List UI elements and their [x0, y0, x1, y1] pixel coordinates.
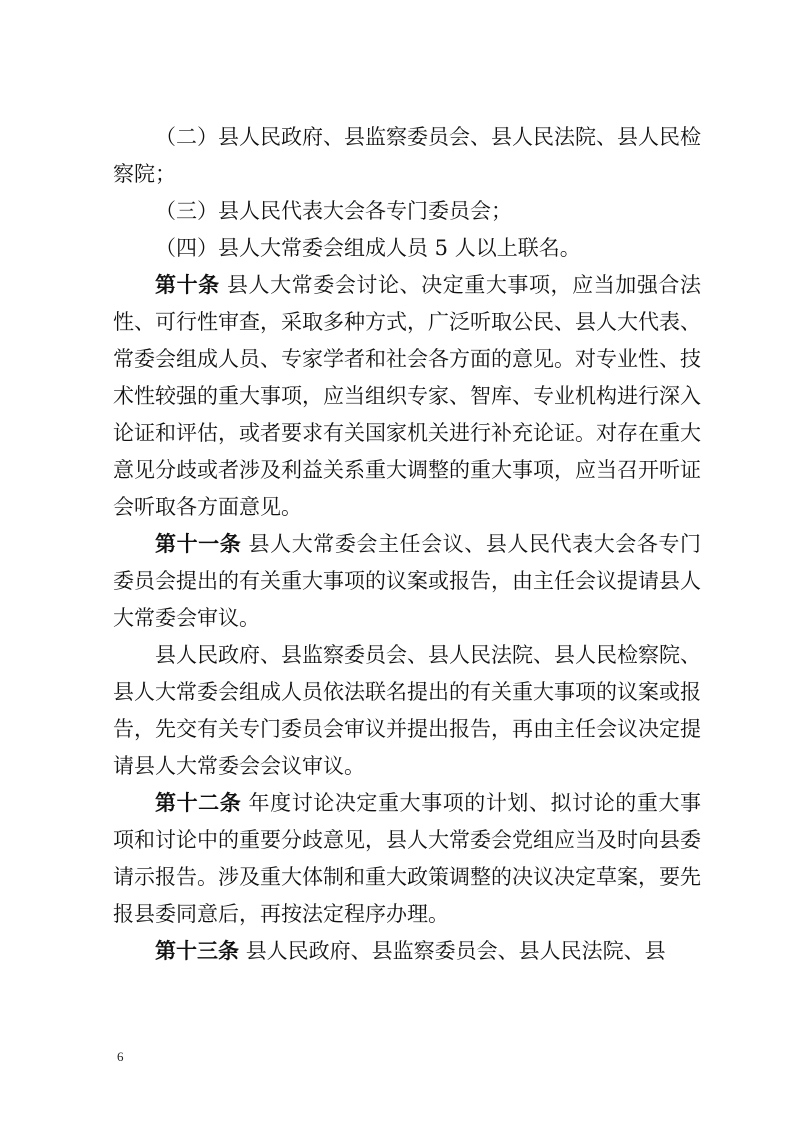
paragraph — [113, 119, 701, 193]
paragraph-text: 年度讨论决定重大事项的计划、拟讨论的重大事项和讨论中的重要分歧意见，县人大常委会党组应当及时向县委请示报告。涉及重大体制和重大政策调整的决议决定草案，要先报县委同意后，再按法定程序办理。 — [113, 791, 701, 926]
article-number: 第十三条 — [155, 939, 239, 963]
paragraph-text: 县人大常委会主任会议、县人民代表大会各专门委员会提出的有关重大事项的议案或报告，由主任会议提请县人大常委会审议。 — [113, 532, 701, 630]
paragraph — [113, 193, 701, 230]
paragraph-text: （二）县人民政府、县监察委员会、县人民法院、县人民检察院； — [113, 125, 701, 186]
article-number: 第十二条 — [155, 791, 242, 815]
paragraph — [113, 230, 701, 267]
document-body — [113, 119, 701, 970]
paragraph — [113, 267, 701, 526]
paragraph-text: （三）县人民代表大会各专门委员会； — [155, 199, 512, 223]
paragraph-text: 县人民政府、县监察委员会、县人民法院、县 — [245, 939, 666, 963]
article-number: 第十一条 — [155, 532, 242, 556]
paragraph-text: （四）县人大常委会组成人员 5 人以上联名。 — [155, 236, 581, 260]
page-number: 6 — [117, 1049, 124, 1064]
paragraph — [113, 637, 701, 785]
paragraph — [113, 933, 701, 970]
paragraph — [113, 526, 701, 637]
article-number: 第十条 — [155, 273, 220, 297]
paragraph-text: 县人民政府、县监察委员会、县人民法院、县人民检察院、县人大常委会组成人员依法联名提出的有关重大事项的议案或报告，先交有关专门委员会审议并提出报告，再由主任会议决定提请县人大常委会会议审议。 — [113, 643, 701, 778]
paragraph-text: 县人大常委会讨论、决定重大事项，应当加强合法性、可行性审查，采取多种方式，广泛听取公民、县人大代表、常委会组成人员、专家学者和社会各方面的意见。对专业性、技术性较强的重大事项，应当组织专家、智库、专业机构进行深入论证和评估，或者要求有关国家机关进行补充论证。对存在重大意见分歧或者涉及利益关系重大调整的重大事项，应当召开听证会听取各方面意见。 — [113, 273, 701, 519]
paragraph — [113, 785, 701, 933]
